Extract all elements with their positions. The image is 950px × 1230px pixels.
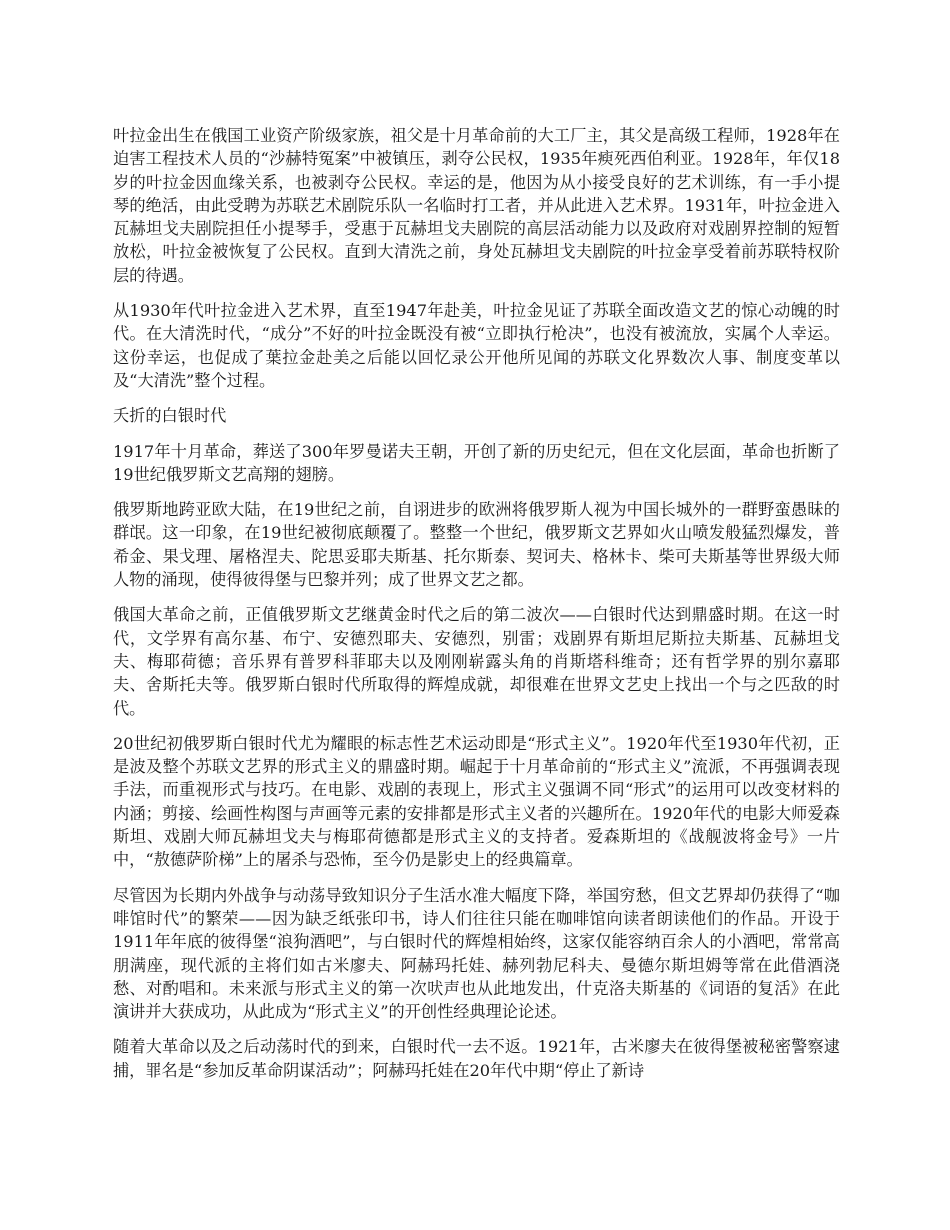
paragraph-family-background: 叶拉金出生在俄国工业资产阶级家族，祖父是十月革命前的大工厂主，其父是高级工程师，1928年在迫害工程技术人员的“沙赫特冤案”中被镇压，剥夺公民权，1935年瘐死西伯利亚。1928年，年仅18岁的叶拉金因血缘关系，也被剥夺公民权。幸运的是，他因为从小接受良好的艺术训练，有一手小提琴的绝活，由此受聘为苏联艺术剧院乐队一名临时打工者，并从此进入艺术界。1931年，叶拉金进入瓦赫坦戈夫剧院担任小提琴手，受惠于瓦赫坦戈夫剧院的高层活动能力以及政府对戏剧界控制的短暂放松，叶拉金被恢复了公民权。直到大清洗之前，身处瓦赫坦戈夫剧院的叶拉金享受着前苏联特权阶层的待遇。 [113,126,840,285]
paragraph-cafe-era: 尽管因为长期内外战争与动荡导致知识分子生活水准大幅度下降，举国穷愁，但文艺界却仍获得了“咖啡馆时代”的繁荣——因为缺乏纸张印书，诗人们往往只能在咖啡馆向读者朗读他们的作品。开设于1911年年底的彼得堡“浪狗酒吧”，与白银时代的辉煌相始终，这家仅能容纳百余人的小酒吧，常常高朋满座，现代派的主将们如古米廖夫、阿赫玛托娃、赫列勃尼科夫、曼德尔斯坦姆等常在此借酒浇愁、对酌唱和。未来派与形式主义的第一次吠声也从此地发出，什克洛夫斯基的《词语的复活》在此演讲并大获成功，从此成为“形式主义”的开创性经典理论论述。 [113,885,840,1022]
document-body [113,124,840,1094]
paragraph-end-of-silver-age: 随着大革命以及之后动荡时代的到来，白银时代一去不返。1921年，古米廖夫在彼得堡被秘密警察逮捕，罪名是“参加反革命阴谋活动”；阿赫玛托娃在20年代中期“停止了新诗 [113,1037,840,1080]
paragraph-19th-century: 俄罗斯地跨亚欧大陆，在19世纪之前，自诩进步的欧洲将俄罗斯人视为中国长城外的一群野蛮愚昧的群氓。这一印象，在19世纪被彻底颠覆了。整整一个世纪，俄罗斯文艺界如火山喷发般猛烈爆发，普希金、果戈理、屠格涅夫、陀思妥耶夫斯基、托尔斯泰、契诃夫、格林卡、柴可夫斯基等世界级大师人物的涌现，使得彼得堡与巴黎并列；成了世界文艺之都。 [113,500,840,590]
paragraph-witness-era: 从1930年代叶拉金进入艺术界，直至1947年赴美，叶拉金见证了苏联全面改造文艺的惊心动魄的时代。在大清洗时代，“成分”不好的叶拉金既没有被“立即执行枪决”，也没有被流放，实属个人幸运。这份幸运，也促成了葉拉金赴美之后能以回忆录公开他所见闻的苏联文化界数次人事、制度变革以及“大清洗”整个过程。 [113,301,840,390]
section-heading-silver-age: 夭折的白银时代 [113,406,227,426]
paragraph-silver-age-peak: 俄国大革命之前，正值俄罗斯文艺继黄金时代之后的第二波次——白银时代达到鼎盛时期。在这一时代，文学界有高尔基、布宁、安德烈耶夫、安德烈，别雷；戏剧界有斯坦尼斯拉夫斯基、瓦赫坦戈夫、梅耶荷德；音乐界有普罗科菲耶夫以及刚刚崭露头角的肖斯塔科维奇；还有哲学界的别尔嘉耶夫、舍斯托夫等。俄罗斯白银时代所取得的辉煌成就，却很难在世界文艺史上找出一个与之匹敌的时代。 [113,605,840,718]
paragraph-october-revolution: 1917年十月革命，葬送了300年罗曼诺夫王朝，开创了新的历史纪元，但在文化层面，革命也折断了19世纪俄罗斯文艺高翔的翅膀。 [113,441,840,484]
paragraph-formalism: 20世纪初俄罗斯白银时代尤为耀眼的标志性艺术运动即是“形式主义”。1920年代至1930年代初，正是波及整个苏联文艺界的形式主义的鼎盛时期。崛起于十月革命前的“形式主义”流派，不再强调表现手法，而重视形式与技巧。在电影、戏剧的表现上，形式主义强调不同“形式”的运用可以改变材料的内涵；剪接、绘画性构图与声画等元素的安排都是形式主义者的兴趣所在。1920年代的电影大师爱森斯坦、戏剧大师瓦赫坦戈夫与梅耶荷德都是形式主义的支持者。爱森斯坦的《战舰波将金号》一片中，“敖德萨阶梯”上的屠杀与恐怖，至今仍是影史上的经典篇章。 [113,733,840,870]
